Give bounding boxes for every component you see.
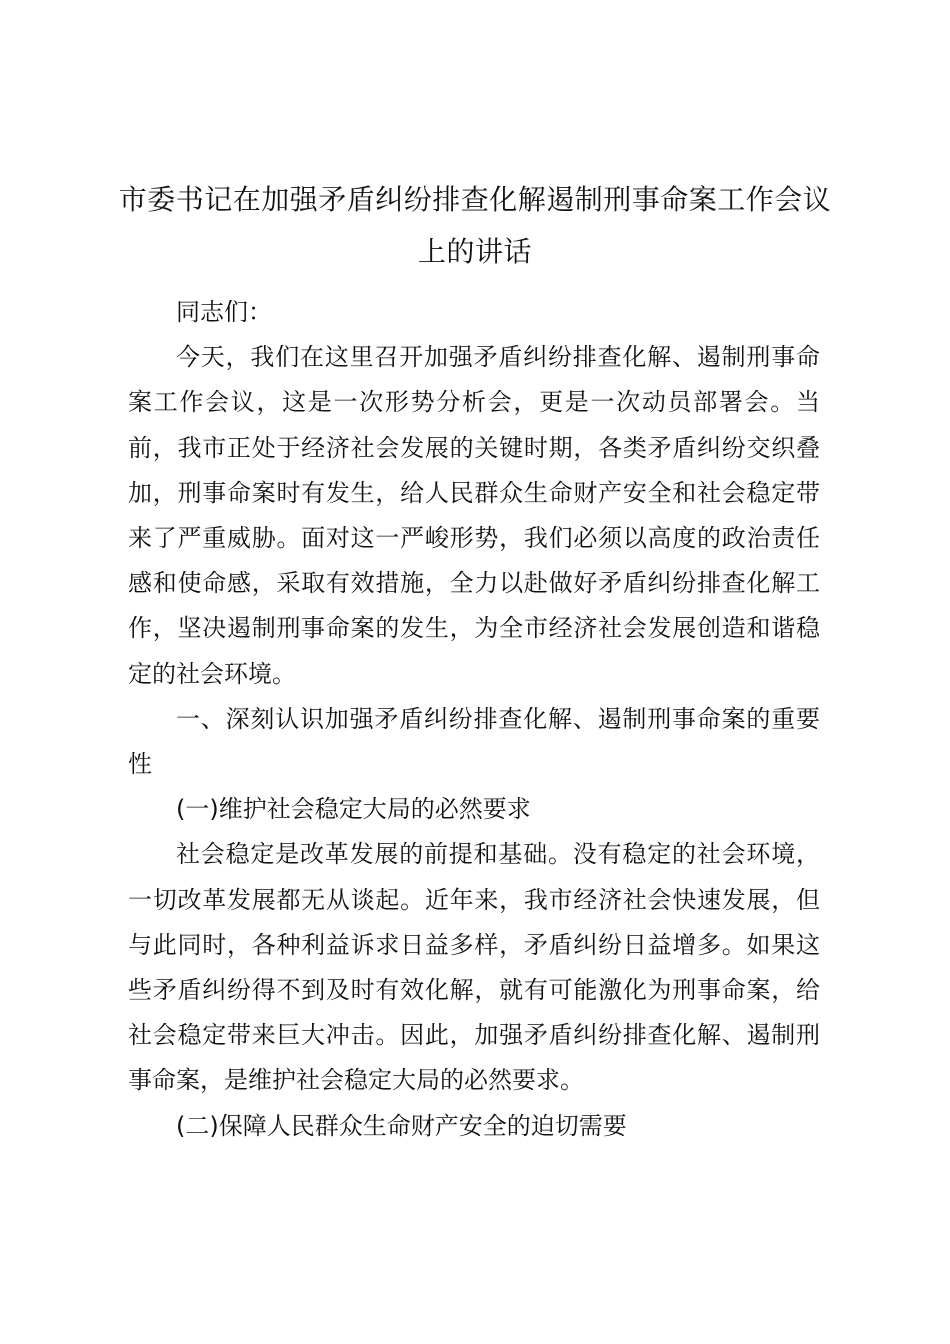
intro-paragraph: 今天，我们在这里召开加强矛盾纠纷排查化解、遏制刑事命案工作会议，这是一次形势分析会，更是一次动员部署会。当前，我市正处于经济社会发展的关键时期，各类矛盾纠纷交织叠加，刑事命案时有发生，给人民群众生命财产安全和社会稳定带来了严重威胁。面对这一严峻形势，我们必须以高度的政治责任感和使命感，采取有效措施，全力以赴做好矛盾纠纷排查化解工作，坚决遏制刑事命案的发生，为全市经济社会发展创造和谐稳定的社会环境。: [128, 343, 820, 688]
subsection-heading-1: (一)维护社会稳定大局的必然要求: [176, 795, 531, 824]
greeting: 同志们：: [176, 298, 272, 326]
body-paragraph-1: 社会稳定是改革发展的前提和基础。没有稳定的社会环境，一切改革发展都无从谈起。近年来，我市经济社会快速发展，但与此同时，各种利益诉求日益多样，矛盾纠纷日益增多。如果这些矛盾纠纷得不到及时有效化解，就有可能激化为刑事命案，给社会稳定带来巨大冲击。因此，加强矛盾纠纷排查化解、遏制刑事命案，是维护社会稳定大局的必然要求。: [128, 840, 820, 1095]
subsection-heading-2: (二)保障人民群众生命财产安全的迫切需要: [176, 1111, 627, 1140]
document-body: [128, 290, 820, 1149]
section-heading-1: 一、深刻认识加强矛盾纠纷排查化解、遏制刑事命案的重要性: [128, 704, 820, 779]
document-title: 市委书记在加强矛盾纠纷排查化解遏制刑事命案工作会议上的讲话: [118, 183, 832, 268]
